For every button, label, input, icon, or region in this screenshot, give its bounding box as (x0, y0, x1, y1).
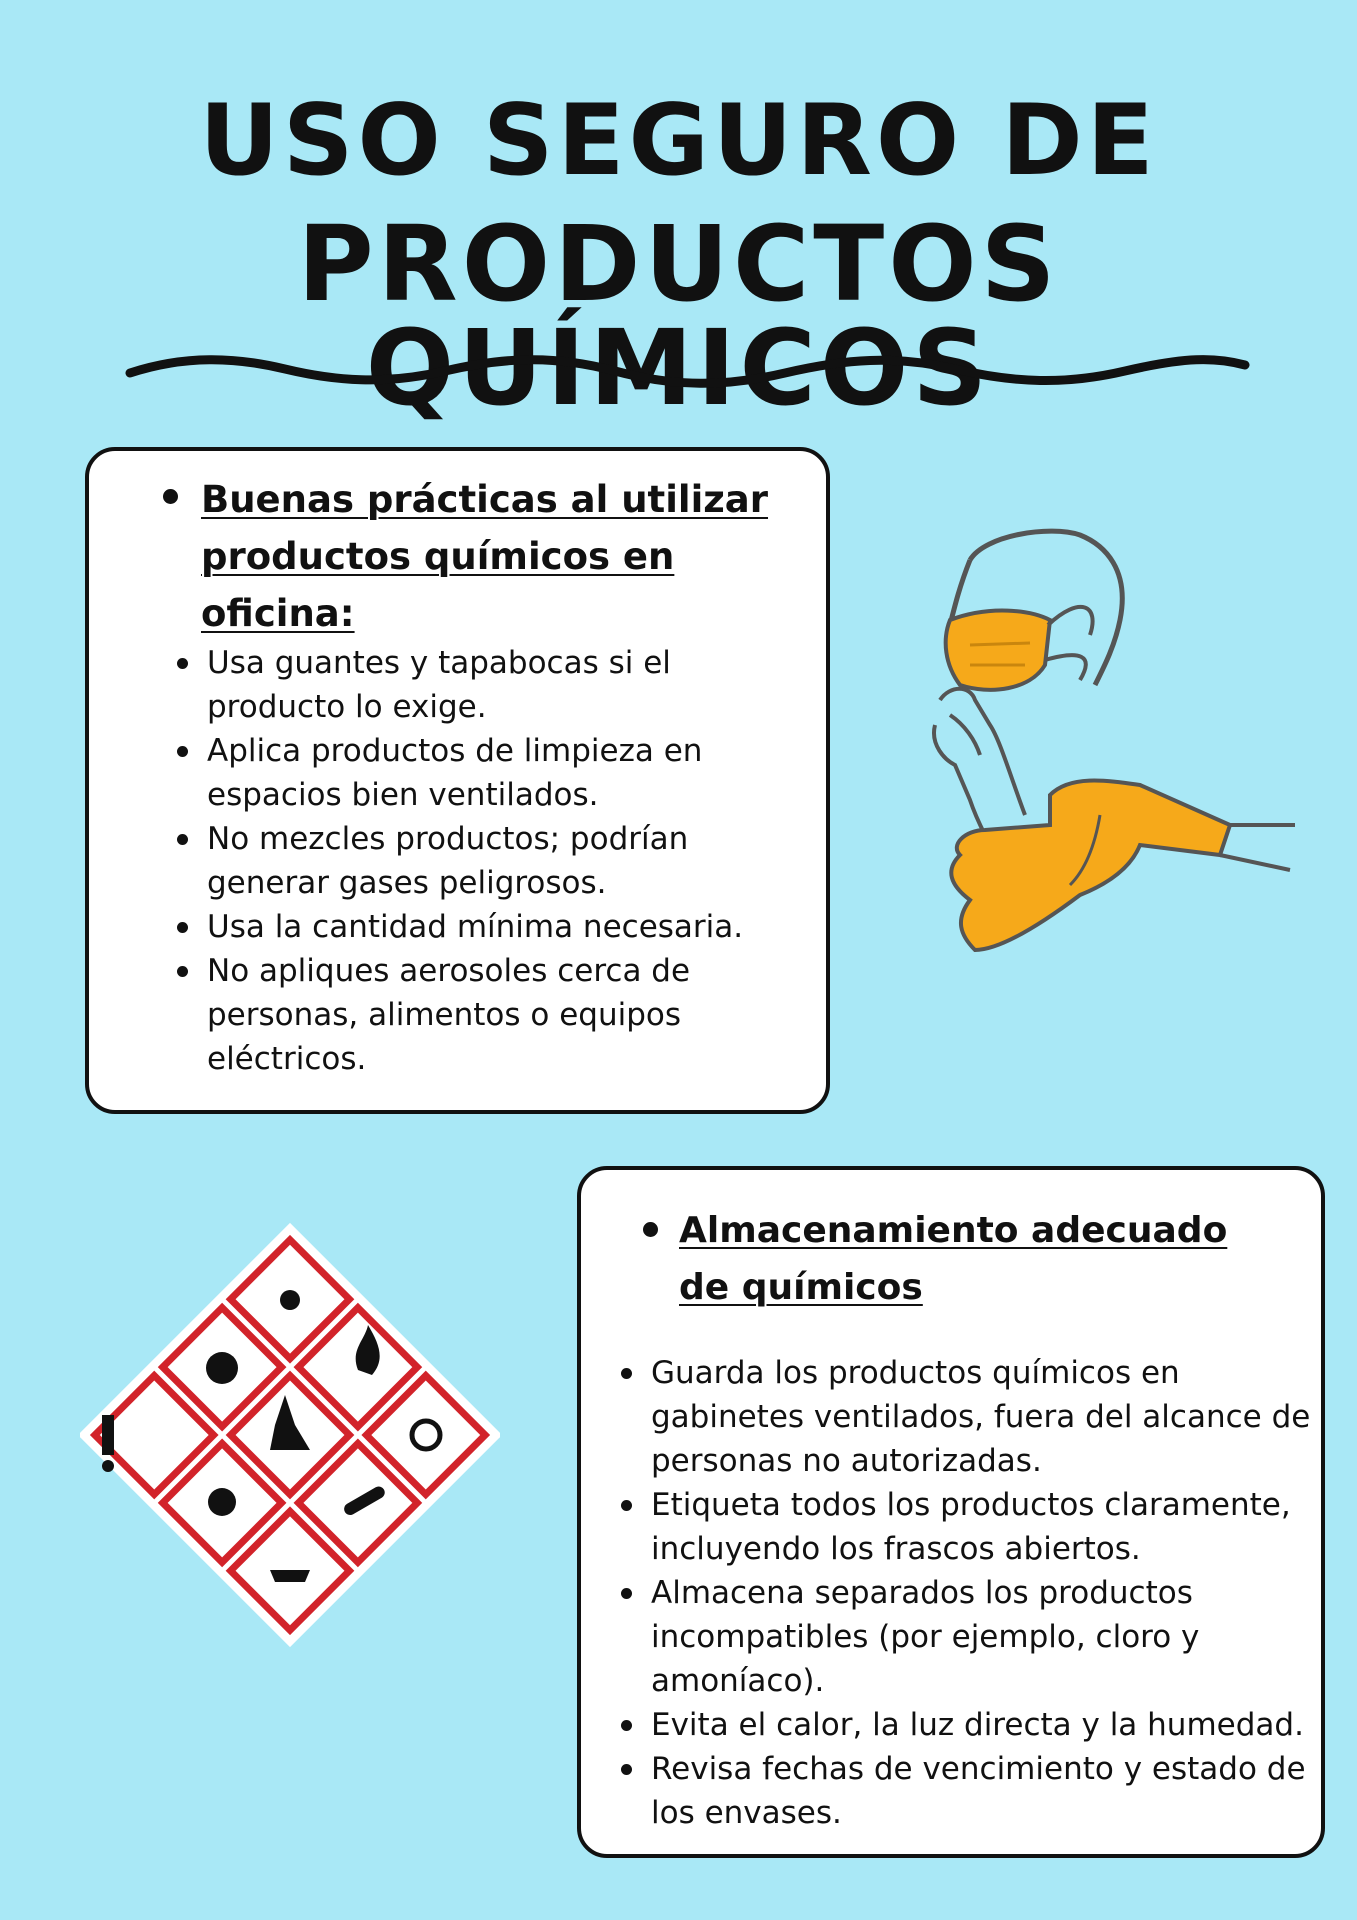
heading-bullet (163, 489, 178, 504)
list-item: Revisa fechas de vencimiento y estado de los envases. (621, 1747, 1321, 1835)
list-item: Almacena separados los productos incompatibles (por ejemplo, cloro y amoníaco). (621, 1571, 1321, 1703)
ghs-hazard-pictograms-icon (80, 1220, 500, 1650)
heading-bullet (643, 1222, 658, 1237)
list-item: Guarda los productos químicos en gabinetes ventilados, fuera del alcance de personas no autorizadas. (621, 1351, 1321, 1483)
good-practices-card (85, 447, 830, 1114)
list-item: No mezcles productos; podrían generar gases peligrosos. (177, 817, 817, 905)
wavy-divider (125, 345, 1250, 395)
list-item: No apliques aerosoles cerca de personas, alimentos o equipos eléctricos. (177, 949, 817, 1081)
list-item: Etiqueta todos los productos claramente, incluyendo los frascos abiertos. (621, 1483, 1321, 1571)
storage-heading: Almacenamiento adecuado de químicos (679, 1210, 1228, 1308)
storage-card (577, 1166, 1325, 1858)
page-title-line1: USO SEGURO DE (199, 84, 1158, 198)
storage-list (621, 1351, 1321, 1835)
list-item: Aplica productos de limpieza en espacios bien ventilados. (177, 729, 817, 817)
page-title-line2: PRODUCTOS QUÍMICOS (297, 203, 1060, 429)
good-practices-heading: Buenas prácticas al utilizar productos químicos en oficina: (201, 478, 769, 635)
good-practices-list (177, 641, 817, 1081)
ppe-illustration-icon (930, 525, 1295, 985)
list-item: Evita el calor, la luz directa y la humedad. (621, 1703, 1321, 1747)
list-item: Usa la cantidad mínima necesaria. (177, 905, 817, 949)
list-item: Usa guantes y tapabocas si el producto lo exige. (177, 641, 817, 729)
